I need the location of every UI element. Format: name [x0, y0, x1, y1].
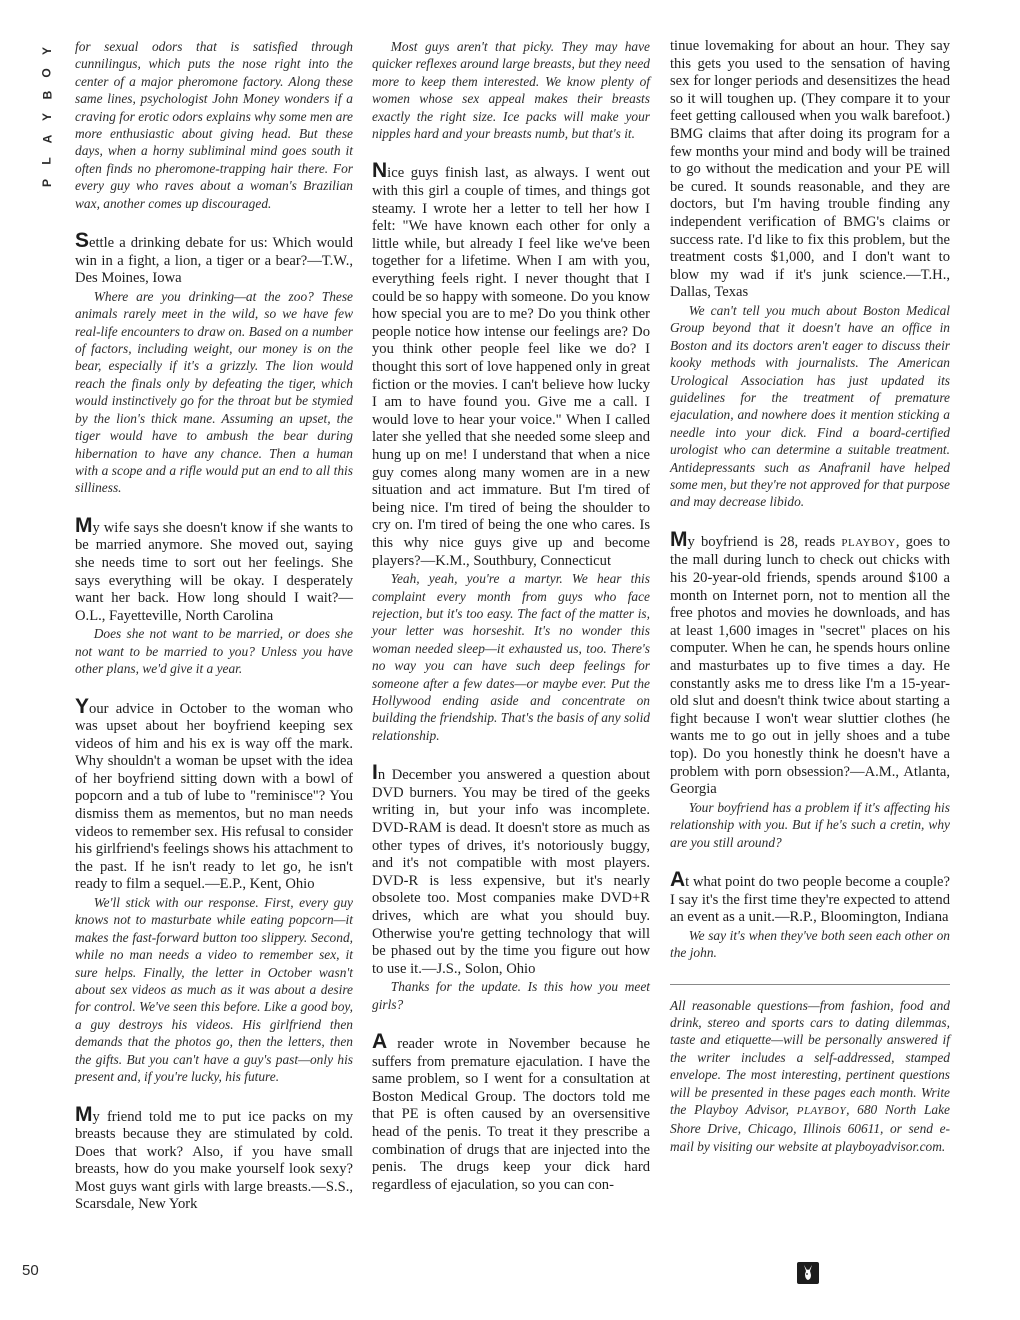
masthead-letter: L — [40, 157, 54, 165]
question-body: our advice in October to the woman who was upset about her boyfriend keeping sex videos of him and his ex is way off the mark. Why shouldn't a woman be upset with the idea of her boyfriend sitting down with a bowl of popcorn and a tub of lube to "reminisce"? You dismiss them as mementos, but no man needs videos to remember sex. His refusal to consider his girlfriend's feelings shows his attachment to the past. If he isn't ready to let go, he isn't ready to film a sequel.—E.P., Kent, Ohio — [75, 700, 354, 893]
drop-letter: M — [75, 1102, 93, 1126]
divider — [670, 984, 950, 985]
answer-text: for sexual odors that is satisfied through cunnilingus, which puts the nose right into the center of a major pheromone factory. Along these same lines, psychologist John Money wonders if a craving for erotic odors explains why some men are more enthusiastic about giving head. But these days, when a horny subliminal mind goes south it often finds no pheromone-trapping hair there. For every guy who raves about a woman's Brazilian wax, another comes up discouraged. — [75, 39, 353, 211]
question-text — [75, 513, 353, 626]
column-1 — [75, 38, 353, 1214]
masthead-letter: B — [39, 90, 54, 100]
drop-letter: S — [75, 229, 90, 253]
masthead-letter: Y — [39, 46, 54, 56]
drop-letter: A — [670, 867, 686, 891]
question-body: ettle a drinking debate for us: Which would win in a fight, a lion, a tiger or a bear?—T.W., Des Moines, Iowa — [75, 235, 353, 287]
drop-letter: Y — [75, 694, 90, 718]
question-text — [75, 1102, 353, 1215]
question-text: tinue lovemaking for about an hour. They say this gets you used to the sensation of having sex for longer periods and desensitizes the head so it will toughen up. (They compare it to your feet getting calloused when you walk barefoot.) BMG claims that after doing its program for a few months your mind and body will be trained to go without the medication and your PE will be cured. It sounds reasonable, and they are doctors, but I'm having trouble finding any independent verification of BMG's claims or success rate. I'd like to fix this problem, but the treatment costs $1,000, and I don't want to blow my wad if it's junk science.—T.H., Dallas, Texas — [670, 38, 950, 301]
answer-text: Your boyfriend has a problem if it's affecting his relationship with you. But if he's such a cretin, why are you still around? — [670, 799, 950, 850]
masthead-letter: Y — [39, 112, 54, 122]
question-body: n December you answered a question about DVD burners. You may be tired of the geeks writing in, but your info was incomplete. DVD-RAM is dead. It doesn't store as much as other types of drives, it's notoriously buggy, and it's not compatible with most players. DVD-R is less expensive, but it's nearly obsolete too. Most companies make DVD+R drives, which are what you should buy. Otherwise you're getting technology that will be phased out by the time you figure out how to use it.—J.S., Solon, Ohio — [372, 767, 650, 977]
question-text — [372, 761, 650, 978]
submission-note — [670, 997, 950, 1156]
question-body: , goes to the mall during lunch to check out chicks with his 20-year-old friends, spends around $100 a month on Internet porn, not to mention all the free photos and movies he downloads, and has at least 1,600 images in "secret" places on his computer. When he can, he spends hours online and masturbates up to five times a day. He constantly asks me to dress like I'm a 15-year-old slut and doesn't think twice about starting a fight because I won't wear sluttier clothes (he wants me to go out in jelly shoes and a tube top). Do you honestly think he doesn't have a problem with porn obsession?—A.M., Atlanta, Georgia — [670, 533, 950, 798]
question-text — [670, 867, 950, 927]
question-body: t what point do two people become a couple? I say it's the first time they're expected to attend an event as a unit.—R.P., Bloomington, Indiana — [670, 873, 950, 926]
column-3 — [670, 38, 950, 1155]
answer-text: Does she not want to be married, or does she not want to be married to you? Unless you have other plans, we'd give it a year. — [75, 626, 353, 677]
question-text — [75, 694, 354, 895]
answer-text: We can't tell you much about Boston Medical Group beyond that it doesn't have an office in Boston and its doctors aren't eager to discuss their kooky methods with journalists. The American Urological Association has just updated its guidelines for the treatment of premature ejaculation, and nowhere does it mention sticking a needle into your dick. Find a board-certified urologist who can determine a suitable treatment. Antidepressants such as Anafranil have helped some men, but they're not approved for that purpose and may decrease libido. — [670, 302, 950, 510]
drop-letter: N — [372, 159, 388, 183]
answer-text: We say it's when they've both seen each other on the john. — [670, 927, 950, 961]
rabbit-head-icon — [797, 1262, 819, 1284]
drop-letter: I — [372, 761, 378, 785]
submission-text: , 680 North Lake Shore Drive, Chicago, Illinois 60611, or send e-mail by visiting our website at playboyadvisor.com. — [670, 1101, 950, 1154]
magazine-name: PLAYBOY — [796, 1104, 847, 1117]
question-text — [670, 527, 950, 799]
magazine-name: PLAYBOY — [841, 536, 896, 549]
question-body: ice guys finish last, as always. I went out with this girl a couple of times, and things got steamy. I wrote her a letter to tell her how I felt: "We have known each other for only a little while, but already I feel like we've been together for a lifetime. When I am with you, everything feels right. I never thought that I could be so happy with someone. Do you know how special you are to me? Do you think other people notice how intense our feelings are? Do you think other people feel like we do? I thought this sort of love happened only in great fiction or the movies. I can't believe how lucky I am to have found you. Give me a call. I would love to hear your voice." When I called later she yelled that she needed some sleep and hung up on me! I understand that when a nice guy comes along many women are in a new situation and act immature. But I'm tired of being nice. I'm tired of being the shoulder to cry on. I'm tired of being the one who cares. Is this why nice guys give up and become players?—K.M., Southbury, Connecticut — [372, 165, 650, 569]
question-text — [372, 1030, 650, 1194]
column-2 — [372, 38, 650, 1194]
page-number: 50 — [22, 1262, 39, 1279]
answer-text: Yeah, yeah, you're a martyr. We hear this complaint every month from guys who face rejection, but it's too easy. The fact of the matter is, your letter was horseshit. It's no wonder this woman needed sleep—it exhausted us, too. There's no way you can have such deep feelings for someone after a few dates—or maybe ever. Put the Hollywood ending aside and concentrate on building the friendship. That's the basis of any solid relationship. — [372, 571, 650, 743]
answer-text: Thanks for the update. Is this how you meet girls? — [372, 979, 650, 1012]
masthead-letter: P — [39, 178, 54, 188]
question-text — [75, 229, 353, 288]
question-body: y friend told me to put ice packs on my breasts because they are stimulated by cold. Does that work? Also, if you have small breasts, how do you make yourself look sexy? Most guys want girls with large breasts.—S.S., Scarsdale, New York — [75, 1108, 353, 1213]
masthead-vertical — [38, 40, 56, 194]
answer-text: Most guys aren't that picky. They may have quicker reflexes around large breasts, but they need more to keep them interested. We know plenty of women whose sex appeal makes their breasts exactly the right size. Ice packs will make your nipples hard and your breasts numb, but that's it. — [372, 39, 650, 142]
question-text — [372, 159, 650, 570]
masthead-letter: O — [40, 68, 54, 78]
answer-text: Where are you drinking—at the zoo? These animals rarely meet in the wild, so we have few real-life encounters to draw on. Based on a number of factors, including weight, our money is on the bear, especially if it's a grizzly. The lion would reach the finals only by defeating the tiger, which would instinctively go for the throat but be stymied by the lion's thick mane. Assuming an upset, the tiger would have to ambush the bear during hibernation to have any chance. Then a human with a scope and a rifle would put an end to all this silliness. — [75, 288, 353, 496]
drop-letter: A — [372, 1030, 388, 1054]
answer-text: We'll stick with our response. First, every guy knows not to masturbate while eating popcorn—it makes the fast-forward button too slippery. Second, while no man needs a video to remember sex, it sure helps. Finally, the letter in October wasn't about sex videos as much as it was about a desire for control. We've seen this before. Like a good boy, a guy destroys his videos. His girlfriend then demands that the photos go, then the letters, then the gifts. But you can't have a guy's past—only his present and, if you're lucky, his future. — [75, 895, 353, 1085]
drop-letter: M — [670, 527, 688, 551]
masthead-letter: A — [39, 134, 54, 144]
question-body: y boyfriend is 28, reads — [687, 533, 842, 550]
question-body: reader wrote in November because he suffers from premature ejaculation. I have the same problem, so I went for a consultation at Boston Medical Group. The doctors told me that PE is often caused by an oversensitive head of the penis. To treat it they prescribe a combination of drugs that are injected into the penis. The drugs keep your dick hard regardless of ejaculation, so you can con- — [372, 1036, 650, 1193]
question-body: y wife says she doesn't know if she wants to be married anymore. She moved out, saying she needs time to sort out her feelings. She says everything will be okay. I desperately want her back. How long should I wait?—O.L., Fayetteville, North Carolina — [75, 519, 353, 624]
drop-letter: M — [75, 513, 93, 537]
submission-text: All reasonable questions—from fashion, food and drink, stereo and sports cars to dating dilemmas, taste and etiquette—will be personally answered if the writer includes a self-addressed, stamped envelope. The most interesting, pertinent questions will be presented in these pages each month. Write the Playboy Advisor, — [670, 997, 950, 1117]
